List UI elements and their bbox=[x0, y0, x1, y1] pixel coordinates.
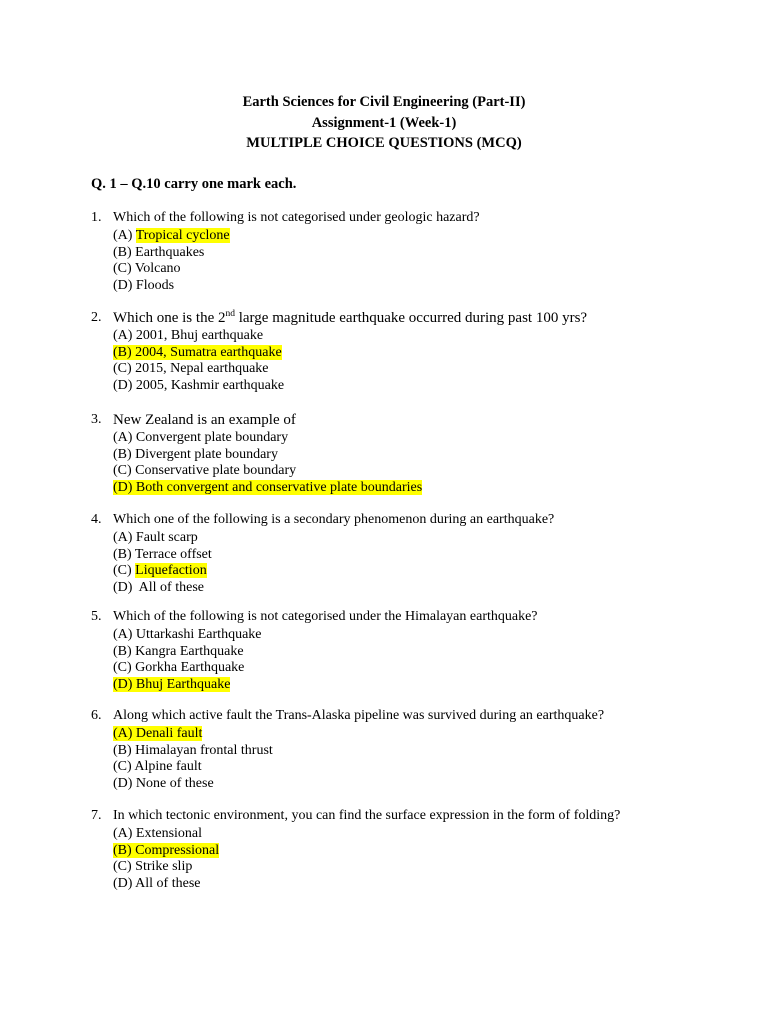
question-number: 7. bbox=[91, 808, 102, 823]
question-number: 6. bbox=[91, 708, 102, 723]
highlighted-answer: Liquefaction bbox=[135, 563, 207, 579]
options-list bbox=[113, 826, 731, 892]
marks-note: Q. 1 – Q.10 carry one mark each. bbox=[91, 176, 297, 192]
option-c: (C) Conservative plate boundary bbox=[113, 463, 297, 479]
option-a: (A) Convergent plate boundary bbox=[113, 430, 289, 445]
question-text: Which one of the following is a secondary phenomenon during an earthquake? bbox=[113, 512, 555, 527]
option-d bbox=[113, 480, 731, 497]
assignment-title: Assignment-1 (Week-1) bbox=[311, 114, 457, 131]
option-a: (A) Tropical cyclone bbox=[113, 228, 230, 243]
option-d bbox=[113, 677, 731, 694]
question-text: In which tectonic environment, you can find the surface expression in the form of folding? bbox=[113, 808, 621, 823]
option-c: (C) Strike slip bbox=[113, 859, 193, 875]
option-a bbox=[113, 726, 731, 743]
option-a: (A) Uttarkashi Earthquake bbox=[113, 627, 262, 642]
question-text: Which of the following is not categorised under geologic hazard? bbox=[113, 210, 480, 225]
option-b bbox=[113, 345, 731, 362]
options-list bbox=[113, 228, 731, 294]
option-d: (D) None of these bbox=[113, 775, 214, 791]
option-b: (B) Himalayan frontal thrust bbox=[113, 742, 273, 758]
question-number: 1. bbox=[91, 210, 102, 225]
option-c: (C) Liquefaction bbox=[113, 563, 207, 579]
options-list bbox=[113, 530, 731, 596]
option-b: (B) Kangra Earthquake bbox=[113, 643, 244, 659]
question-4 bbox=[91, 510, 731, 596]
highlighted-answer: (B) Compressional bbox=[113, 842, 220, 858]
question-7 bbox=[91, 806, 731, 892]
question-3 bbox=[91, 410, 731, 496]
option-d: (D) All of these bbox=[113, 579, 204, 595]
section-title: MULTIPLE CHOICE QUESTIONS (MCQ) bbox=[246, 135, 522, 151]
course-title: Earth Sciences for Civil Engineering (Part-II) bbox=[242, 94, 526, 110]
question-2 bbox=[91, 308, 731, 394]
options-list bbox=[113, 627, 731, 693]
question-text: Which one is the 2nd large magnitude earthquake occurred during past 100 yrs? bbox=[113, 309, 588, 326]
options-list bbox=[113, 328, 731, 394]
option-b: (B) Divergent plate boundary bbox=[113, 446, 278, 462]
option-d: (D) All of these bbox=[113, 875, 201, 891]
question-number: 2. bbox=[91, 310, 102, 325]
document-header bbox=[0, 92, 768, 154]
question-6 bbox=[91, 706, 731, 792]
question-number: 5. bbox=[91, 609, 102, 624]
option-b bbox=[113, 843, 731, 860]
option-a: (A) 2001, Bhuj earthquake bbox=[113, 328, 264, 343]
question-5 bbox=[91, 607, 731, 693]
highlighted-answer: (B) 2004, Sumatra earthquake bbox=[113, 344, 282, 360]
question-number: 4. bbox=[91, 512, 102, 527]
highlighted-answer: Tropical cyclone bbox=[135, 228, 230, 243]
option-b: (B) Terrace offset bbox=[113, 546, 212, 562]
option-c: (C) 2015, Nepal earthquake bbox=[113, 361, 269, 377]
question-text: Along which active fault the Trans-Alaska pipeline was survived during an earthquake? bbox=[113, 708, 605, 723]
highlighted-answer: (D) Bhuj Earthquake bbox=[113, 676, 231, 692]
option-a: (A) Fault scarp bbox=[113, 530, 198, 545]
question-text: Which of the following is not categorised under the Himalayan earthquake? bbox=[113, 609, 538, 624]
option-d: (D) 2005, Kashmir earthquake bbox=[113, 377, 285, 393]
option-d: (D) Floods bbox=[113, 277, 175, 293]
option-b: (B) Earthquakes bbox=[113, 244, 205, 260]
option-a: (A) Extensional bbox=[113, 826, 203, 841]
highlighted-answer: (D) Both convergent and conservative plate boundaries bbox=[113, 479, 423, 495]
highlighted-answer: (A) Denali fault bbox=[113, 726, 203, 741]
question-text: New Zealand is an example of bbox=[113, 412, 296, 428]
options-list bbox=[113, 430, 731, 496]
question-1 bbox=[91, 208, 731, 294]
option-c: (C) Gorkha Earthquake bbox=[113, 660, 245, 676]
question-number: 3. bbox=[91, 412, 102, 427]
option-c: (C) Volcano bbox=[113, 261, 181, 277]
option-c: (C) Alpine fault bbox=[113, 759, 202, 775]
options-list bbox=[113, 726, 731, 792]
